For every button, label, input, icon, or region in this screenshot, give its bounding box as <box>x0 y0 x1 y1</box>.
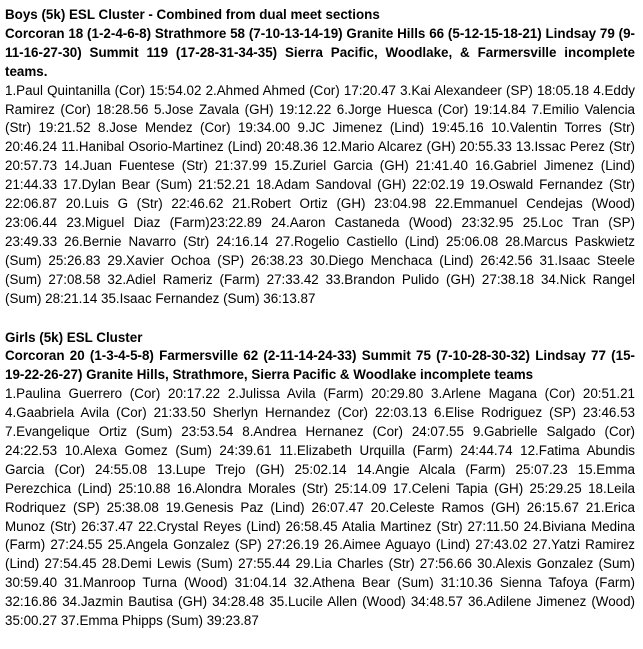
results-document <box>5 6 635 631</box>
boys-heading: Boys (5k) ESL Cluster - Combined from dual meet sections <box>5 7 380 22</box>
girls-section <box>5 329 635 632</box>
girls-heading: Girls (5k) ESL Cluster <box>5 329 143 345</box>
boys-individual-results: 1.Paul Quintanilla (Cor) 15:54.02 2.Ahmed Ahmed (Cor) 17:20.47 3.Kai Alexandeer (SP) 18:05.18 4.Eddy Ramirez (Cor) 18:28.56 5.Jose Zavala (GH) 19:12.22 6.Jorge Huesca (Cor) 19:14.84 7.Emilio Valencia (Str) 19:21.52 8.Jose Mendez (Cor) 19:34.00 9.JC Jimenez (Lind) 19:45.16 10.Valentin Torres (Str) 20:46.24 11.Hanibal Osorio-Martinez (Lind) 20:48.36 12.Mario Alcarez (GH) 20:55.33 13.Issac Perez (Str) 20:57.73 14.Juan Fuentese (Str) 21:37.99 15.Zuriel Garcia (GH) 21:41.40 16.Gabriel Jimenez (Lind) 21:44.33 17.Dylan Bear (Sum) 21:52.21 18.Adam Sandoval (GH) 22:02.19 19.Oswald Fernandez (Str) 22:06.87 20.Luis G (Str) 22:46.62 21.Robert Ortiz (GH) 23:04.98 22.Emmanuel Cendejas (Wood) 23:06.44 23.Miguel Diaz (Farm)23:22.89 24.Aaron Castaneda (Wood) 23:32.95 25.Loc Tran (SP) 23:49.33 26.Bernie Navarro (Str) 24:16.14 27.Rogelio Castiello (Lind) 25:06.08 28.Marcus Paskwietz (Sum) 25:26.83 29.Xavier Ochoa (SP) 26:38.23 30.Diego Menchaca (Lind) 26:42.56 31.Isaac Steele (Sum) 27:08.58 32.Adiel Rameriz (Farm) 27:33.42 33.Brandon Pulido (GH) 27:38.18 34.Nick Rangel (Sum) 28:21.14 35.Isaac Fernandez (Sum) 36:13.87 <box>5 82 635 306</box>
boys-team-standings: Corcoran 18 (1-2-4-6-8) Strathmore 58 (7-10-13-14-19) Granite Hills 66 (5-12-15-18-21) Lindsay 79 (9-11-16-27-30) Summit 119 (17-28-31-34-35) Sierra Pacific, Woodlake, & Farmersville incomplete teams. <box>5 25 635 79</box>
girls-team-standings: Corcoran 20 (1-3-4-5-8) Farmersville 62 (2-11-14-24-33) Summit 75 (7-10-28-30-32) Lindsay 77 (15-19-22-26-27) Granite Hills, Strathmore, Sierra Pacific & Woodlake incomplete teams <box>5 348 635 383</box>
boys-section <box>5 6 635 309</box>
girls-individual-results: 1.Paulina Guerrero (Cor) 20:17.22 2.Julissa Avila (Farm) 20:29.80 3.Arlene Magana (Cor) 20:51.21 4.Gaabriela Avila (Cor) 21:33.50 Sherlyn Hernandez (Cor) 22:03.13 6.Elise Rodriguez (SP) 23:46.53 7.Evangelique Ortiz (Sum) 23:53.54 8.Andrea Hernanez (Cor) 24:07.55 9.Gabrielle Salgado (Cor) 24:22.53 10.Alexa Gomez (Sum) 24:39.61 11.Elizabeth Urquilla (Farm) 24:44.74 12.Fatima Abundis Garcia (Cor) 24:55.08 13.Lupe Trejo (GH) 25:02.14 14.Angie Alcala (Farm) 25:07.23 15.Emma Perezchica (Lind) 25:10.88 16.Alondra Morales (Str) 25:14.09 17.Celeni Tapia (GH) 25:29.25 18.Leila Rodriquez (SP) 25:38.08 19.Genesis Paz (Lind) 26:07.47 20.Celeste Ramos (GH) 26:15.67 21.Erica Munoz (Str) 26:37.47 22.Crystal Reyes (Lind) 26:58.45 Atalia Martinez (Str) 27:11.50 24.Biviana Medina (Farm) 27:24.55 25.Angela Gonzalez (SP) 27:26.19 26.Aimee Aguayo (Lind) 27:43.02 27.Yatzi Ramirez (Lind) 27:54.45 28.Demi Lewis (Sum) 27:55.44 29.Lia Charles (Str) 27:56.66 30.Alexis Gonzalez (Sum) 30:59.40 31.Manroop Turna (Wood) 31:04.14 32.Athena Bear (Sum) 31:10.36 Sienna Tafoya (Farm) 32:16.86 34.Jazmin Bautisa (GH) 34:28.48 35.Lucile Allen (Wood) 34:48.57 36.Adilene Jimenez (Wood) 35:00.27 37.Emma Phipps (Sum) 39:23.87 <box>5 386 635 629</box>
